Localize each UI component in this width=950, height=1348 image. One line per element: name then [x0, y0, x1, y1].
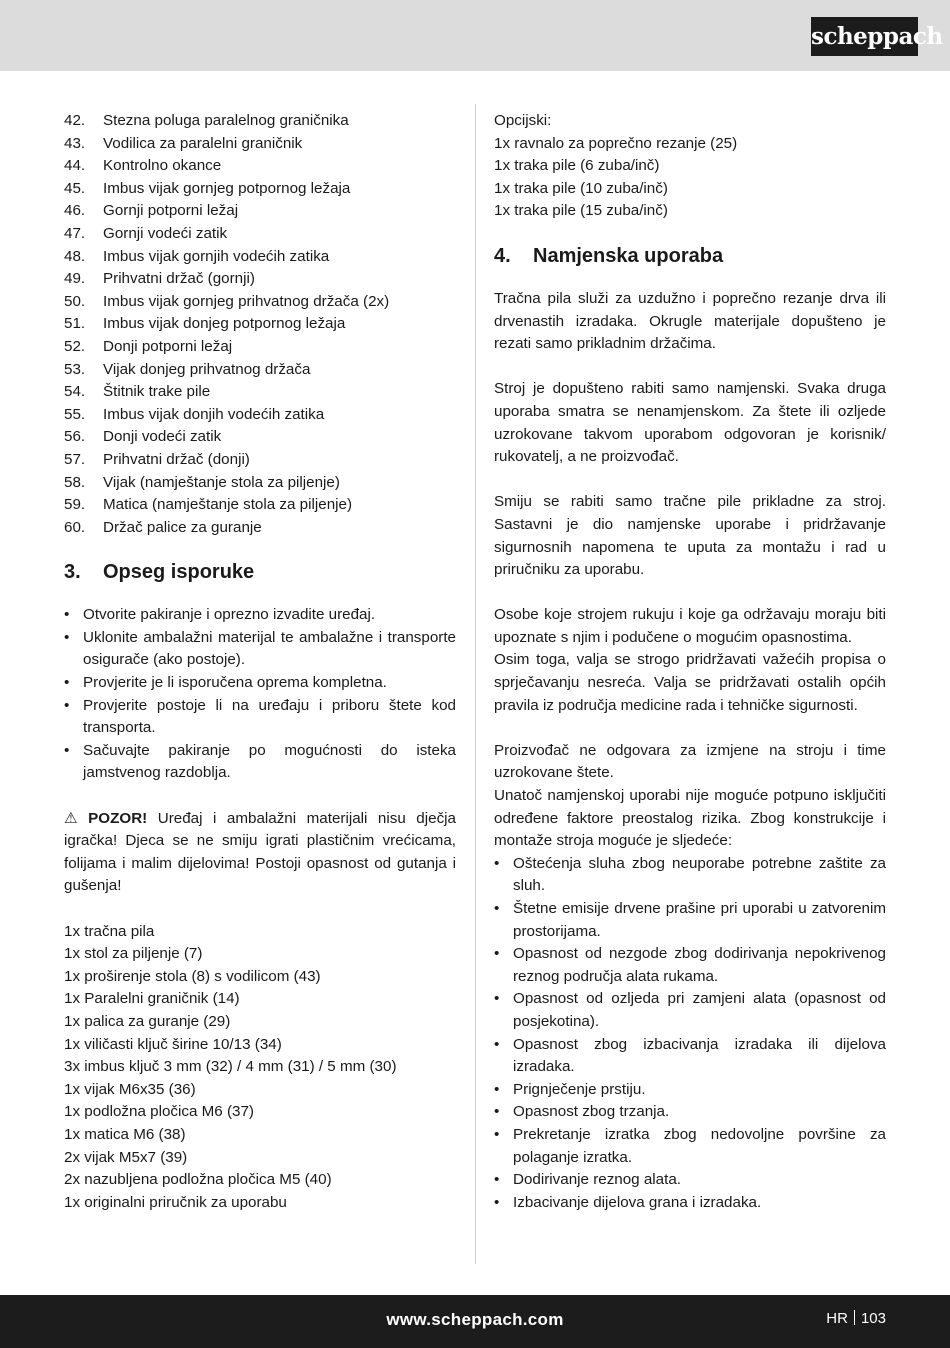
column-divider	[475, 104, 476, 1264]
optional-item: 1x traka pile (6 zuba/inč)	[494, 157, 660, 175]
delivery-item: 1x podložna pločica M6 (37)	[64, 1103, 254, 1121]
delivery-item: 2x vijak M5x7 (39)	[64, 1148, 188, 1166]
part-number: 52.	[64, 337, 86, 355]
part-name: Prihvatni držač (gornji)	[103, 270, 255, 288]
part-number: 53.	[64, 360, 86, 378]
part-name: Donji vodeći zatik	[103, 428, 222, 446]
parts-list	[64, 110, 456, 539]
residual-risk-item: • Prekretanje izratka zbog nedovoljne površine za polaganje izratka.	[494, 1124, 886, 1169]
part-number: 56.	[64, 428, 86, 446]
part-number: 46.	[64, 202, 86, 220]
language-code: HR	[826, 1310, 848, 1327]
intended-use-paragraph-2: Stroj je dopušteno rabiti samo namjenski. Svaka druga uporaba smatra se nenamjenskom. Za štete ili ozljede uzrokovane takvom uporabom odgovoran je korisnik/ rukovatelj, a ne proizvođač.	[494, 380, 886, 466]
residual-risk-item: • Štetne emisije drvene prašine pri uporabi u zatvorenim prostorijama.	[494, 898, 886, 943]
part-number: 57.	[64, 450, 86, 468]
parts-list-item	[64, 291, 456, 314]
delivery-item: 1x palica za guranje (29)	[64, 1012, 231, 1030]
delivery-item: 2x nazubljena podložna pločica M5 (40)	[64, 1171, 332, 1189]
part-name: Stezna poluga paralelnog graničnika	[103, 112, 349, 129]
part-name: Vodilica za paralelni graničnik	[103, 134, 303, 152]
parts-list-item	[64, 494, 456, 517]
part-name: Gornji potporni ležaj	[103, 202, 239, 220]
page-indicator	[826, 1310, 886, 1327]
header-band	[0, 0, 950, 71]
warning-text: Uređaj i ambalažni materijali nisu dječja igračka! Djeca se ne smiju igrati plastičnim vrećicama, folijama i malim dijelovima! Postoji opasnost od gutanja i gušenja!	[64, 809, 456, 895]
website-url: www.scheppach.com	[386, 1310, 564, 1329]
part-name: Imbus vijak gornjeg prihvatnog držača (2x)	[103, 292, 390, 310]
part-number: 54.	[64, 383, 86, 401]
parts-list-item	[64, 246, 456, 269]
warning-label: POZOR!	[88, 809, 148, 827]
page-separator	[854, 1310, 855, 1325]
part-name: Držač palice za guranje	[103, 518, 262, 536]
part-name: Imbus vijak gornjeg potpornog ležaja	[103, 179, 351, 197]
unpacking-steps-list	[64, 604, 456, 785]
part-number: 50.	[64, 292, 86, 310]
parts-list-item	[64, 178, 456, 201]
intended-use-paragraph-4: Osobe koje strojem rukuju i koje ga održavaju moraju biti upoznate s njim i podučene o mogućim opasnostima.	[494, 606, 886, 646]
part-name: Imbus vijak donjeg potpornog ležaja	[103, 315, 346, 333]
right-column	[494, 110, 886, 1214]
part-name: Matica (namještanje stola za piljenje)	[103, 496, 353, 514]
parts-list-item	[64, 517, 456, 540]
parts-list-item	[64, 359, 456, 382]
part-name: Vijak (namještanje stola za piljenje)	[103, 473, 340, 491]
section-4-heading	[494, 243, 886, 269]
parts-list-item	[64, 426, 456, 449]
parts-list-item	[64, 404, 456, 427]
delivery-item: 1x viličasti ključ širine 10/13 (34)	[64, 1035, 282, 1053]
section-3-title: Opseg isporuke	[103, 561, 255, 584]
optional-item: 1x traka pile (10 zuba/inč)	[494, 179, 668, 197]
delivery-item: 3x imbus ključ 3 mm (32) / 4 mm (31) / 5 mm (30)	[64, 1058, 397, 1076]
section-3-heading	[64, 559, 456, 585]
parts-list-item	[64, 472, 456, 495]
part-name: Imbus vijak donjih vodećih zatika	[103, 405, 325, 423]
parts-list-item	[64, 313, 456, 336]
part-number: 59.	[64, 496, 86, 514]
residual-risk-item: • Opasnost zbog trzanja.	[494, 1101, 886, 1124]
residual-risk-item: • Dodirivanje reznog alata.	[494, 1169, 886, 1192]
section-4-title: Namjenska uporaba	[533, 244, 724, 267]
parts-list-item	[64, 155, 456, 178]
unpacking-step: • Provjerite postoje li na uređaju i priboru štete kod transporta.	[64, 695, 456, 740]
delivery-item: 1x originalni priručnik za uporabu	[64, 1193, 287, 1211]
residual-risk-item: • Izbacivanje dijelova grana i izradaka.	[494, 1192, 886, 1215]
optional-accessories-list	[494, 133, 886, 223]
delivery-item: 1x tračna pila	[64, 922, 155, 940]
intended-use-paragraph-1: Tračna pila služi za uzdužno i poprečno rezanje drva ili drvenastih izradaka. Okrugle materijale dopušteno je rezati samo prikladnim držačima.	[494, 289, 886, 353]
parts-list-item	[64, 268, 456, 291]
unpacking-step: • Provjerite je li isporučena oprema kompletna.	[64, 672, 456, 695]
part-number: 44.	[64, 157, 86, 175]
section-3-number: 3.	[64, 561, 81, 584]
residual-risk-item: • Opasnost od nezgode zbog dodirivanja nepokrivenog reznog područja alata rukama.	[494, 943, 886, 988]
warning-triangle-icon: ⚠	[64, 809, 78, 827]
part-number: 47.	[64, 224, 86, 242]
intended-use-paragraph-5: Osim toga, valja se strogo pridržavati važećih propisa o sprječavanju nesreća. Valja se pridržavati ostalih općih pravila iz područja medicine rada i tehničke sigurnosti.	[494, 651, 886, 714]
delivery-item: 1x Paralelni graničnik (14)	[64, 990, 240, 1008]
left-column	[64, 110, 456, 1214]
intended-use-paragraph-6: Proizvođač ne odgovara za izmjene na stroju i time uzrokovane štete.	[494, 741, 886, 782]
intended-use-paragraph-7: Unatoč namjenskoj uporabi nije moguće potpuno isključiti određene faktore preostalog rizika. Zbog konstrukcije i montaže stroja moguće je sljedeće:	[494, 787, 886, 850]
part-name: Vijak donjeg prihvatnog držača	[103, 360, 311, 378]
part-number: 58.	[64, 473, 86, 491]
part-name: Donji potporni ležaj	[103, 337, 233, 355]
residual-risk-item: • Opasnost od ozljeda pri zamjeni alata (opasnost od posjekotina).	[494, 988, 886, 1033]
part-name: Gornji vodeći zatik	[103, 224, 228, 242]
delivery-contents-list	[64, 921, 456, 1215]
part-number: 49.	[64, 270, 86, 288]
parts-list-item	[64, 133, 456, 156]
part-number: 43.	[64, 134, 86, 152]
scheppach-logo: scheppach	[811, 17, 918, 56]
delivery-item: 1x stol za piljenje (7)	[64, 945, 203, 963]
unpacking-step: • Uklonite ambalažni materijal te ambalažne i transporte osigurače (ako postoje).	[64, 627, 456, 672]
delivery-item: 1x proširenje stola (8) s vodilicom (43)	[64, 967, 321, 985]
optional-item: 1x traka pile (15 zuba/inč)	[494, 202, 668, 220]
residual-risk-item: • Oštećenja sluha zbog neuporabe potrebne zaštite za sluh.	[494, 853, 886, 898]
part-name: Štitnik trake pile	[103, 383, 211, 401]
parts-list-item	[64, 381, 456, 404]
part-number: 51.	[64, 315, 86, 333]
optional-item: 1x ravnalo za poprečno rezanje (25)	[494, 134, 738, 152]
parts-list-item	[64, 336, 456, 359]
part-number: 55.	[64, 405, 86, 423]
part-name: Imbus vijak gornjih vodećih zatika	[103, 247, 330, 265]
part-number: 60.	[64, 518, 86, 536]
part-number: 48.	[64, 247, 86, 265]
footer	[0, 1295, 950, 1348]
residual-risks-list	[494, 853, 886, 1215]
page-number: 103	[860, 1310, 886, 1327]
residual-risk-item: • Prignječenje prstiju.	[494, 1079, 886, 1102]
delivery-item: 1x matica M6 (38)	[64, 1125, 186, 1143]
warning-paragraph	[64, 808, 456, 898]
delivery-item: 1x vijak M6x35 (36)	[64, 1080, 196, 1098]
section-4-number: 4.	[494, 244, 511, 267]
part-name: Prihvatni držač (donji)	[103, 450, 250, 468]
parts-list-item	[64, 200, 456, 223]
parts-list-item	[64, 449, 456, 472]
parts-list-item	[64, 223, 456, 246]
residual-risk-item: • Opasnost zbog izbacivanja izradaka ili dijelova izradaka.	[494, 1034, 886, 1079]
unpacking-step: • Sačuvajte pakiranje po mogućnosti do isteka jamstvenog razdoblja.	[64, 740, 456, 785]
part-number: 42.	[64, 112, 86, 129]
intended-use-paragraph-3: Smiju se rabiti samo tračne pile prikladne za stroj. Sastavni je dio namjenske uporabe i pridržavanje sigurnosnih napomena te uputa za montažu i rad u priručniku za uporabu.	[494, 493, 886, 579]
part-name: Kontrolno okance	[103, 157, 222, 175]
parts-list-item	[64, 110, 456, 133]
optional-heading: Opcijski:	[494, 112, 552, 129]
part-number: 45.	[64, 179, 86, 197]
unpacking-step: • Otvorite pakiranje i oprezno izvadite uređaj.	[64, 604, 456, 627]
